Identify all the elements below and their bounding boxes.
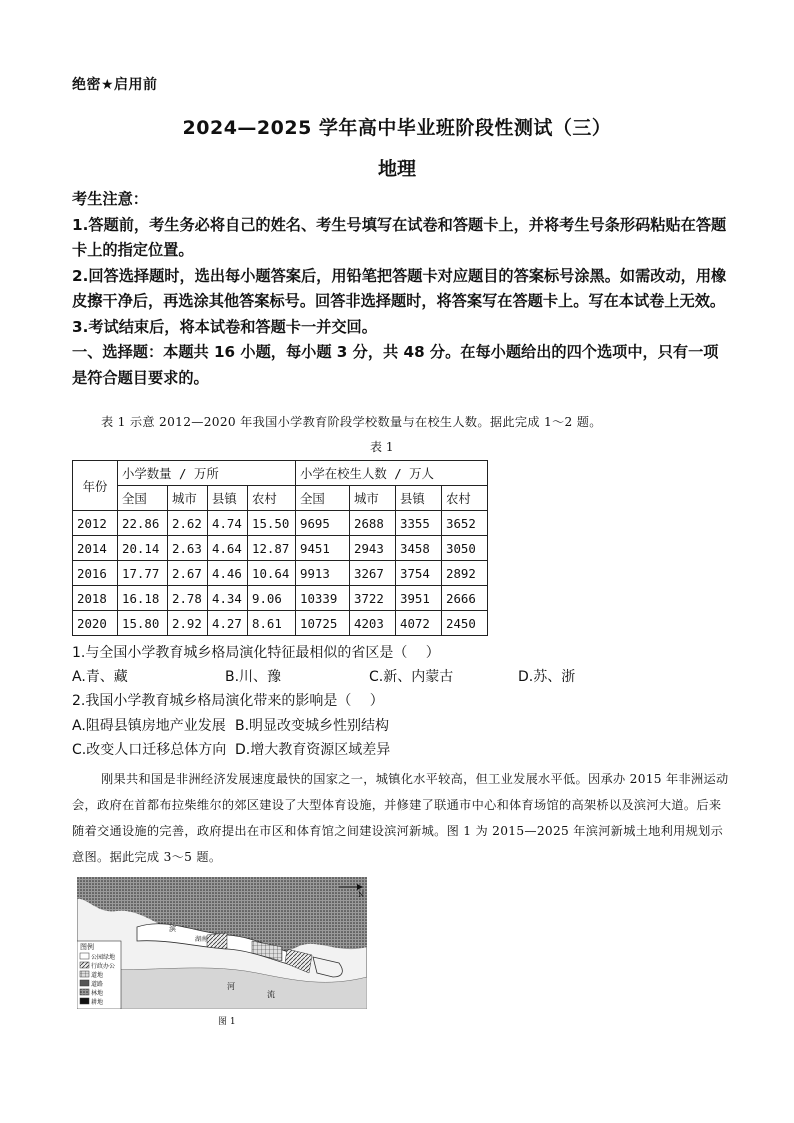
questions-1-2 (72, 641, 732, 762)
cell: 10725 (296, 611, 350, 636)
cell: 9913 (296, 561, 350, 586)
question-2-options-row2 (72, 738, 732, 762)
cell: 10339 (296, 586, 350, 611)
north-label: N (358, 891, 365, 899)
sub-header: 城市 (350, 486, 396, 511)
cell: 4.27 (208, 611, 248, 636)
table-row (73, 611, 488, 636)
sub-header: 县镇 (208, 486, 248, 511)
cell: 9695 (296, 511, 350, 536)
cell: 2.78 (168, 586, 208, 611)
cell: 15.50 (248, 511, 296, 536)
exam-title: 2024—2025 学年高中毕业班阶段性测试（三） (182, 117, 612, 139)
legend-item: 道路 (91, 981, 104, 988)
cell: 2892 (442, 561, 488, 586)
table-row (73, 536, 488, 561)
header-student-count: 小学在校生人数 / 万人 (296, 461, 488, 486)
cell: 15.80 (118, 611, 168, 636)
question-intro-1: 表 1 示意 2012—2020 年我国小学教育阶段学校数量与在校生人数。据此完成 1～2 题。 (101, 415, 602, 429)
table-caption: 表 1 (370, 440, 394, 454)
cell: 4.64 (208, 536, 248, 561)
header-school-count: 小学数量 / 万所 (118, 461, 296, 486)
cell: 3355 (396, 511, 442, 536)
section-heading: 一、选择题：本题共 16 小题，每小题 3 分，共 48 分。在每小题给出的四个选项中，只有一项是符合题目要求的。 (72, 343, 719, 387)
cell: 4.46 (208, 561, 248, 586)
cell: 2.92 (168, 611, 208, 636)
cell: 2014 (73, 536, 118, 561)
notice-heading: 考生注意： (72, 190, 148, 208)
legend-title: 图例 (80, 943, 94, 951)
option-c: C.新、内蒙古 (369, 669, 454, 686)
cell: 4.34 (208, 586, 248, 611)
question-2-options-row1 (72, 714, 732, 738)
cell: 17.77 (118, 561, 168, 586)
question-1-options (72, 665, 732, 689)
cell: 2016 (73, 561, 118, 586)
cell: 2.63 (168, 536, 208, 561)
option-d: D.苏、浙 (518, 669, 576, 686)
question-intro-2: 刚果共和国是非洲经济发展速度最快的国家之一，城镇化水平较高，但工业发展水平低。因承办 2015 年非洲运动会，政府在首都布拉柴维尔的郊区建设了大型体育设施，并修建了联通市中心和体育场馆的高架桥以及滨河大道。后来随着交通设施的完善，政府提出在市区和体育馆之间建设滨河新城。图 1 为 2015—2025 年滨河新城土地利用规划示意图。据此完成 3～5 题。 (72, 772, 729, 864)
cell: 3267 (350, 561, 396, 586)
cell: 2450 (442, 611, 488, 636)
option-b: B.川、豫 (225, 669, 282, 686)
legend-item: 行政办公 (91, 963, 116, 970)
option-c: C.改变人口迁移总体方向 (72, 741, 227, 758)
legend-item: 道地 (91, 972, 104, 979)
cell: 3754 (396, 561, 442, 586)
sub-header: 全国 (296, 486, 350, 511)
cell: 2012 (73, 511, 118, 536)
map-label: 河 (227, 982, 235, 991)
subject-title: 地理 (377, 158, 416, 180)
table-row (73, 511, 488, 536)
cell: 8.61 (248, 611, 296, 636)
cell: 2943 (350, 536, 396, 561)
option-b: B.明显改变城乡性别结构 (235, 717, 390, 734)
option-d: D.增大教育资源区域差异 (235, 741, 391, 758)
cell: 2688 (350, 511, 396, 536)
cell: 2018 (73, 586, 118, 611)
cell: 2666 (442, 586, 488, 611)
cell: 2.62 (168, 511, 208, 536)
map-label: 流 (267, 990, 275, 999)
cell: 3951 (396, 586, 442, 611)
table-row (73, 561, 488, 586)
legend-item: 公园绿地 (91, 954, 116, 961)
header-year: 年份 (73, 461, 118, 511)
cell: 4072 (396, 611, 442, 636)
question-1-stem: 1.与全国小学教育城乡格局演化特征最相似的省区是（ ） (72, 645, 440, 661)
map-label: 湖南 (195, 936, 208, 943)
option-a: A.青、藏 (72, 669, 128, 686)
sub-header: 县镇 (396, 486, 442, 511)
cell: 3652 (442, 511, 488, 536)
legend-item: 林地 (91, 990, 104, 997)
notice-item-2: 2.回答选择题时，选出每小题答案后，用铅笔把答题卡对应题目的答案标号涂黑。如需改动，用橡皮擦干净后，再选涂其他答案标号。回答非选择题时，将答案写在答题卡上。写在本试卷上无效。 (72, 266, 727, 310)
notice-item-1: 1.答题前，考生务必将自己的姓名、考生号填写在试卷和答题卡上，并将考生号条形码粘贴在答题卡上的指定位置。 (72, 215, 727, 259)
map-label: 滨 (169, 925, 176, 933)
cell: 9.06 (248, 586, 296, 611)
option-a: A.阻碍县镇房地产业发展 (72, 717, 226, 734)
cell: 4203 (350, 611, 396, 636)
sub-header: 农村 (442, 486, 488, 511)
cell: 4.74 (208, 511, 248, 536)
notice-item-3: 3.考试结束后，将本试卷和答题卡一并交回。 (72, 317, 377, 336)
cell: 22.86 (118, 511, 168, 536)
cell: 3050 (442, 536, 488, 561)
land-use-map (77, 877, 367, 1009)
cell: 9451 (296, 536, 350, 561)
cell: 2020 (73, 611, 118, 636)
cell: 2.67 (168, 561, 208, 586)
school-data-table (72, 460, 488, 636)
cell: 16.18 (118, 586, 168, 611)
cell: 3722 (350, 586, 396, 611)
sub-header: 农村 (248, 486, 296, 511)
legend-item: 耕地 (91, 999, 104, 1006)
cell: 10.64 (248, 561, 296, 586)
figure-caption: 图 1 (218, 1017, 236, 1027)
confidential-label: 绝密★启用前 (72, 77, 158, 93)
sub-header: 城市 (168, 486, 208, 511)
cell: 20.14 (118, 536, 168, 561)
question-2-stem: 2.我国小学教育城乡格局演化带来的影响是（ ） (72, 693, 384, 710)
table-row (73, 586, 488, 611)
cell: 12.87 (248, 536, 296, 561)
cell: 3458 (396, 536, 442, 561)
sub-header: 全国 (118, 486, 168, 511)
candidate-notice (72, 187, 732, 391)
